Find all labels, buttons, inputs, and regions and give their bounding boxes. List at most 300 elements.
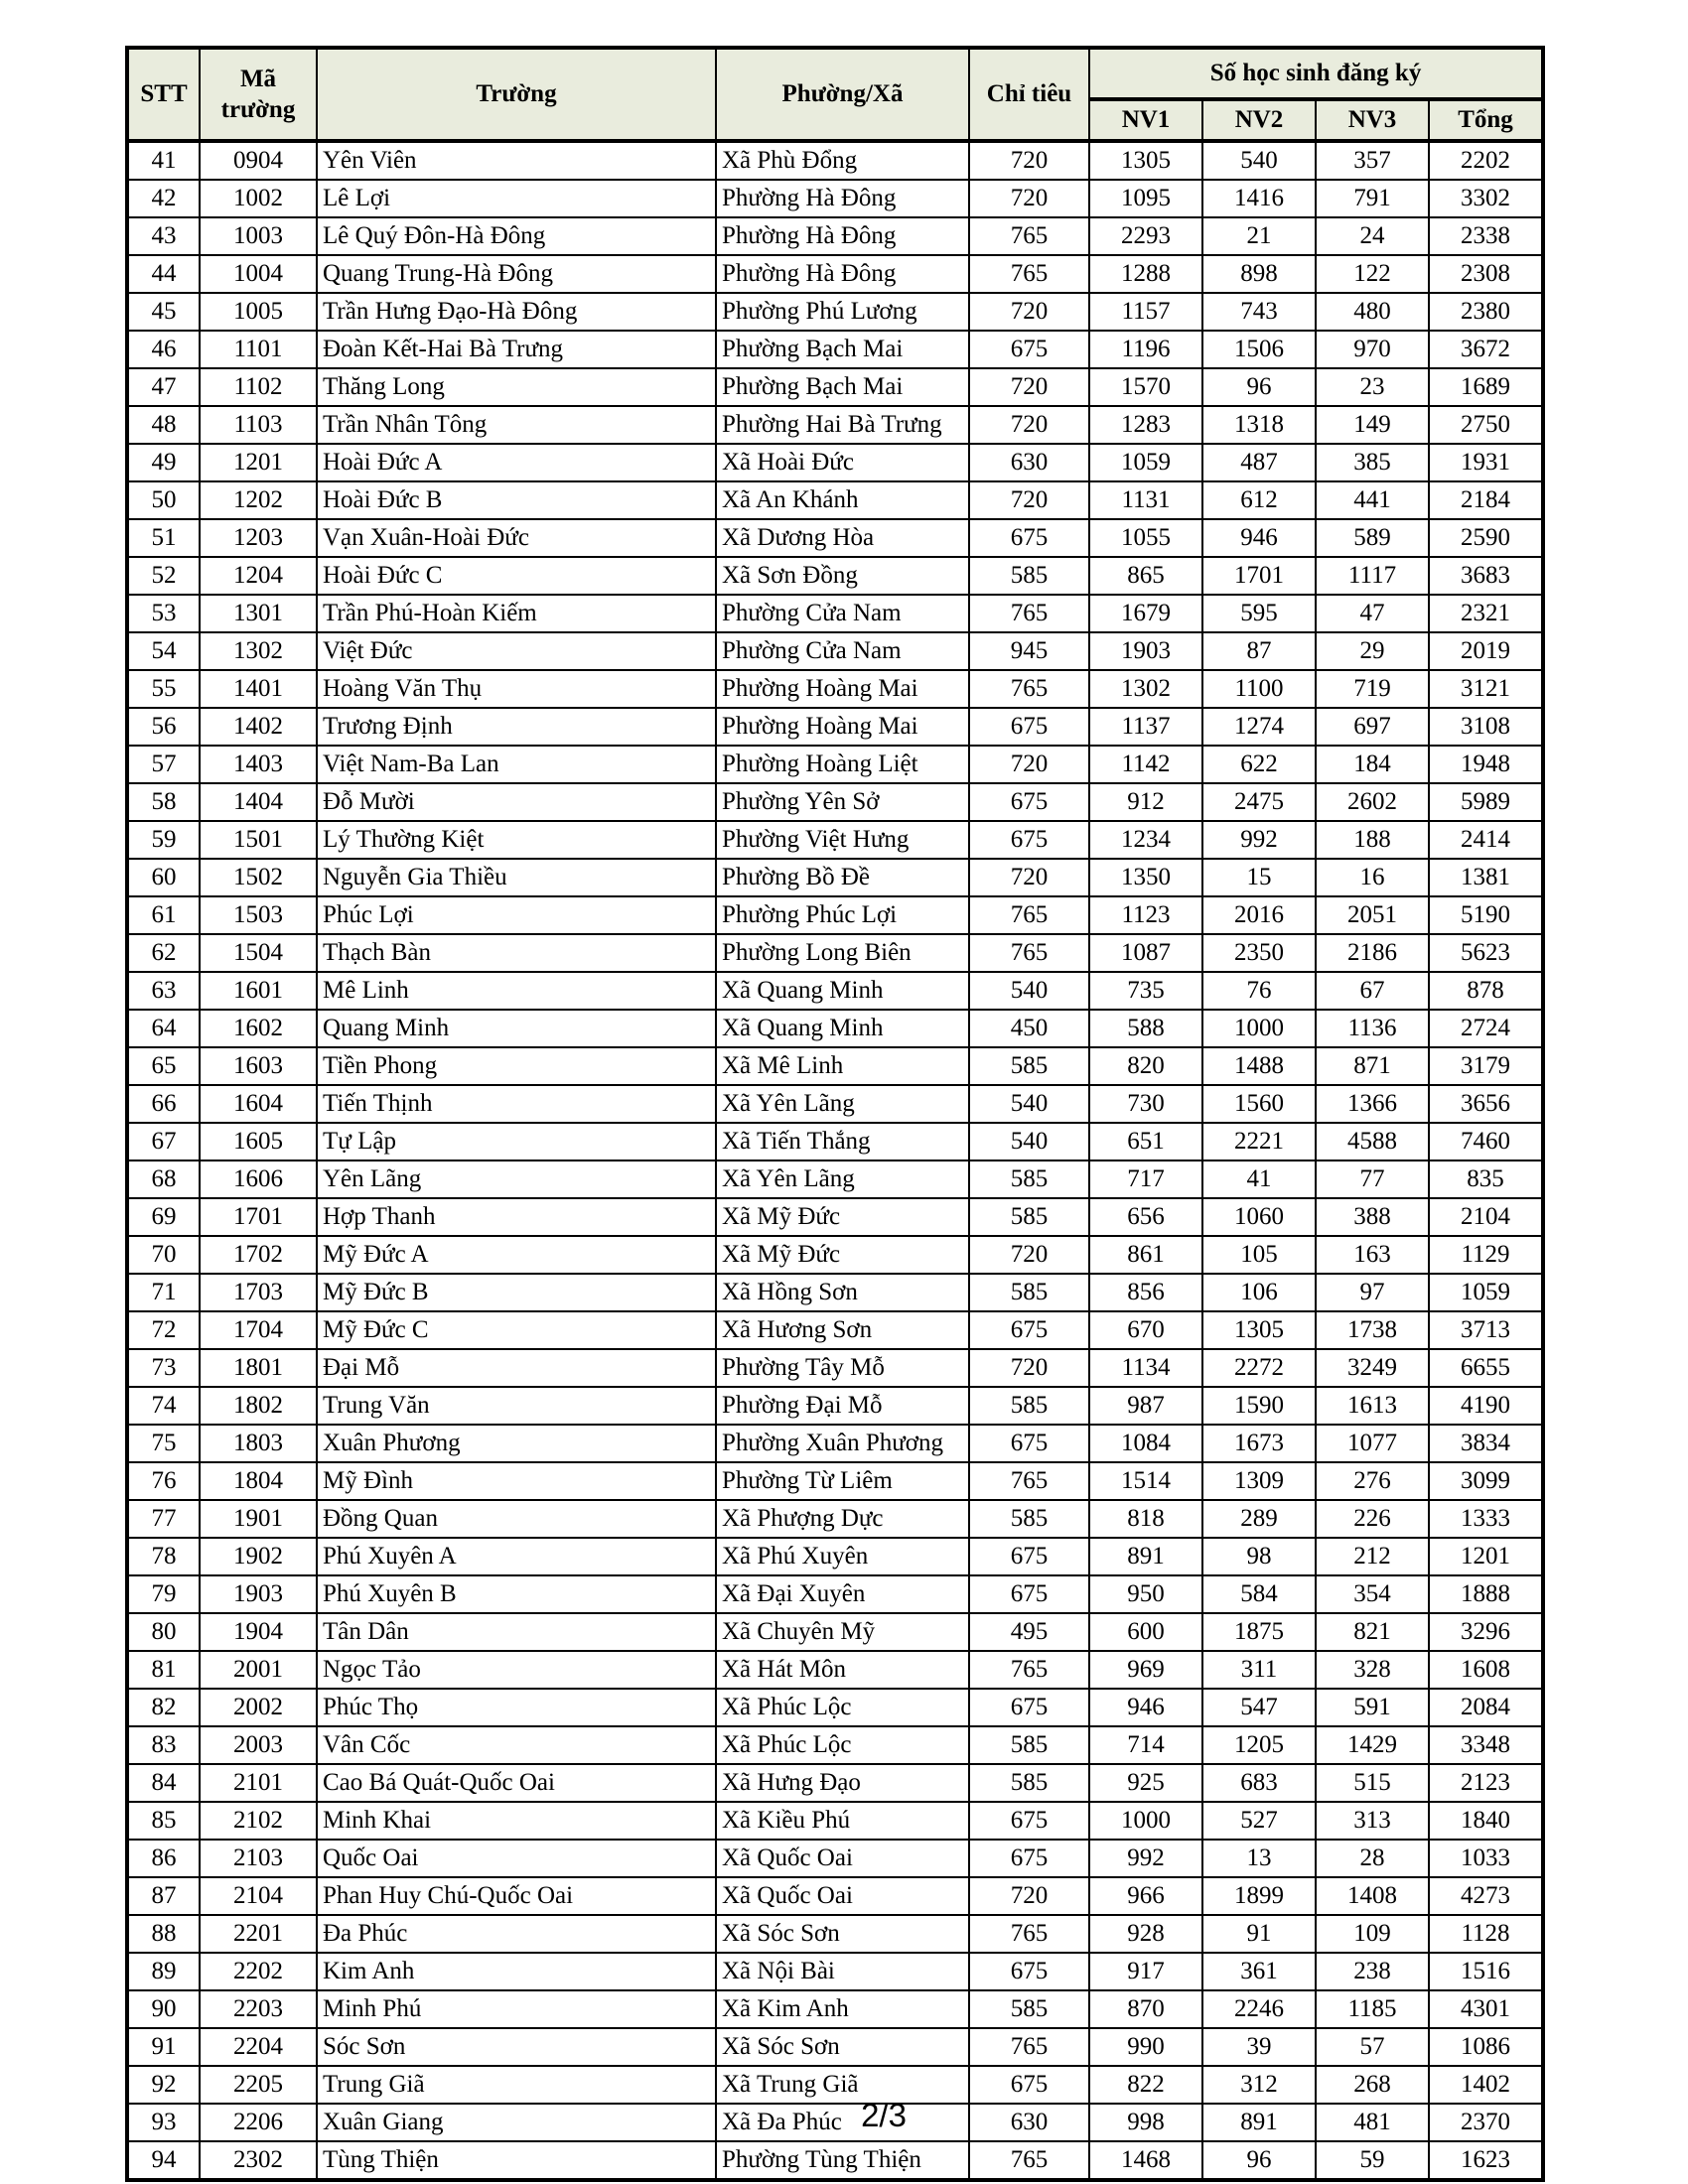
- cell-stt: 91: [127, 2028, 200, 2066]
- cell-nv1: 1468: [1089, 2141, 1202, 2180]
- cell-tong: 2184: [1429, 481, 1543, 519]
- cell-nv3: 16: [1316, 859, 1429, 896]
- cell-ma_truong: 0904: [200, 141, 317, 180]
- cell-tong: 3121: [1429, 670, 1543, 708]
- cell-ma_truong: 2202: [200, 1953, 317, 1990]
- cell-chi_tieu: 720: [969, 141, 1089, 180]
- cell-tong: 3656: [1429, 1085, 1543, 1123]
- cell-nv3: 1117: [1316, 557, 1429, 595]
- cell-ma_truong: 2102: [200, 1802, 317, 1840]
- cell-ma_truong: 2205: [200, 2066, 317, 2104]
- cell-tong: 835: [1429, 1160, 1543, 1198]
- cell-phuong_xa: Phường Đại Mỗ: [716, 1387, 969, 1425]
- cell-phuong_xa: Phường Hà Đông: [716, 255, 969, 293]
- table-row: [127, 1349, 1543, 1387]
- cell-stt: 50: [127, 481, 200, 519]
- cell-nv3: 122: [1316, 255, 1429, 293]
- table-row: [127, 1575, 1543, 1613]
- cell-tong: 1201: [1429, 1538, 1543, 1575]
- col-header-tong: Tổng: [1429, 99, 1543, 141]
- cell-phuong_xa: Xã Quang Minh: [716, 1010, 969, 1047]
- cell-truong: Mỹ Đức C: [317, 1311, 716, 1349]
- cell-ma_truong: 2002: [200, 1689, 317, 1726]
- cell-chi_tieu: 720: [969, 293, 1089, 331]
- cell-nv1: 588: [1089, 1010, 1202, 1047]
- cell-chi_tieu: 675: [969, 783, 1089, 821]
- cell-chi_tieu: 585: [969, 1764, 1089, 1802]
- cell-nv1: 714: [1089, 1726, 1202, 1764]
- cell-truong: Trần Hưng Đạo-Hà Đông: [317, 293, 716, 331]
- cell-nv1: 865: [1089, 557, 1202, 595]
- cell-tong: 3179: [1429, 1047, 1543, 1085]
- cell-truong: Phú Xuyên A: [317, 1538, 716, 1575]
- cell-ma_truong: 1403: [200, 746, 317, 783]
- table-row: [127, 783, 1543, 821]
- cell-truong: Mỹ Đình: [317, 1462, 716, 1500]
- cell-phuong_xa: Xã Yên Lãng: [716, 1160, 969, 1198]
- cell-stt: 56: [127, 708, 200, 746]
- col-header-nv3: NV3: [1316, 99, 1429, 141]
- cell-chi_tieu: 765: [969, 2141, 1089, 2180]
- cell-chi_tieu: 720: [969, 180, 1089, 217]
- cell-stt: 76: [127, 1462, 200, 1500]
- cell-nv3: 357: [1316, 141, 1429, 180]
- cell-phuong_xa: Xã Quang Minh: [716, 972, 969, 1010]
- cell-ma_truong: 1103: [200, 406, 317, 444]
- cell-stt: 65: [127, 1047, 200, 1085]
- cell-tong: 3348: [1429, 1726, 1543, 1764]
- cell-truong: Trần Phú-Hoàn Kiếm: [317, 595, 716, 632]
- table-row: [127, 972, 1543, 1010]
- cell-nv1: 820: [1089, 1047, 1202, 1085]
- cell-chi_tieu: 720: [969, 1877, 1089, 1915]
- cell-nv1: 600: [1089, 1613, 1202, 1651]
- cell-ma_truong: 2003: [200, 1726, 317, 1764]
- cell-stt: 43: [127, 217, 200, 255]
- cell-ma_truong: 1606: [200, 1160, 317, 1198]
- cell-nv3: 589: [1316, 519, 1429, 557]
- cell-tong: 1381: [1429, 859, 1543, 896]
- cell-chi_tieu: 675: [969, 1538, 1089, 1575]
- table-row: [127, 1047, 1543, 1085]
- cell-phuong_xa: Phường Phú Lương: [716, 293, 969, 331]
- cell-phuong_xa: Xã Hưng Đạo: [716, 1764, 969, 1802]
- cell-ma_truong: 1002: [200, 180, 317, 217]
- cell-nv2: 1560: [1202, 1085, 1316, 1123]
- cell-truong: Ngọc Tảo: [317, 1651, 716, 1689]
- cell-ma_truong: 1903: [200, 1575, 317, 1613]
- cell-nv3: 791: [1316, 180, 1429, 217]
- table-row: [127, 255, 1543, 293]
- cell-nv2: 91: [1202, 1915, 1316, 1953]
- cell-phuong_xa: Xã Yên Lãng: [716, 1085, 969, 1123]
- cell-truong: Đa Phúc: [317, 1915, 716, 1953]
- cell-tong: 3099: [1429, 1462, 1543, 1500]
- page-number: 2/3: [861, 2097, 907, 2133]
- cell-chi_tieu: 675: [969, 519, 1089, 557]
- cell-nv1: 1055: [1089, 519, 1202, 557]
- cell-ma_truong: 1704: [200, 1311, 317, 1349]
- cell-nv3: 67: [1316, 972, 1429, 1010]
- cell-tong: 1516: [1429, 1953, 1543, 1990]
- cell-tong: 6655: [1429, 1349, 1543, 1387]
- cell-truong: Hoàng Văn Thụ: [317, 670, 716, 708]
- cell-truong: Xuân Giang: [317, 2104, 716, 2141]
- cell-chi_tieu: 945: [969, 632, 1089, 670]
- cell-nv2: 76: [1202, 972, 1316, 1010]
- table-row: [127, 1764, 1543, 1802]
- cell-truong: Tân Dân: [317, 1613, 716, 1651]
- cell-truong: Lý Thường Kiệt: [317, 821, 716, 859]
- cell-nv1: 950: [1089, 1575, 1202, 1613]
- cell-ma_truong: 1302: [200, 632, 317, 670]
- cell-tong: 1059: [1429, 1274, 1543, 1311]
- cell-nv1: 1514: [1089, 1462, 1202, 1500]
- cell-chi_tieu: 675: [969, 708, 1089, 746]
- col-header-group-so-hoc-sinh-dang-ky: Số học sinh đăng ký: [1089, 48, 1543, 99]
- table-row: [127, 670, 1543, 708]
- cell-stt: 61: [127, 896, 200, 934]
- col-header-nv2: NV2: [1202, 99, 1316, 141]
- cell-phuong_xa: Phường Cửa Nam: [716, 595, 969, 632]
- cell-chi_tieu: 585: [969, 1047, 1089, 1085]
- cell-ma_truong: 1603: [200, 1047, 317, 1085]
- cell-tong: 7460: [1429, 1123, 1543, 1160]
- cell-phuong_xa: Xã Phúc Lộc: [716, 1726, 969, 1764]
- cell-nv2: 361: [1202, 1953, 1316, 1990]
- col-header-nv1: NV1: [1089, 99, 1202, 141]
- cell-phuong_xa: Xã Mỹ Đức: [716, 1236, 969, 1274]
- cell-nv2: 2246: [1202, 1990, 1316, 2028]
- cell-nv2: 15: [1202, 859, 1316, 896]
- cell-chi_tieu: 585: [969, 1160, 1089, 1198]
- cell-truong: Đoàn Kết-Hai Bà Trưng: [317, 331, 716, 368]
- cell-ma_truong: 1901: [200, 1500, 317, 1538]
- cell-phuong_xa: Phường Long Biên: [716, 934, 969, 972]
- cell-stt: 92: [127, 2066, 200, 2104]
- cell-nv3: 1136: [1316, 1010, 1429, 1047]
- cell-nv1: 1903: [1089, 632, 1202, 670]
- cell-chi_tieu: 765: [969, 255, 1089, 293]
- cell-nv1: 1137: [1089, 708, 1202, 746]
- cell-tong: 1948: [1429, 746, 1543, 783]
- cell-tong: 1128: [1429, 1915, 1543, 1953]
- cell-nv2: 1305: [1202, 1311, 1316, 1349]
- cell-truong: Thạch Bàn: [317, 934, 716, 972]
- cell-tong: 2084: [1429, 1689, 1543, 1726]
- cell-nv2: 898: [1202, 255, 1316, 293]
- cell-nv2: 1875: [1202, 1613, 1316, 1651]
- cell-phuong_xa: Xã Sơn Đồng: [716, 557, 969, 595]
- cell-truong: Phú Xuyên B: [317, 1575, 716, 1613]
- cell-nv3: 4588: [1316, 1123, 1429, 1160]
- cell-ma_truong: 1102: [200, 368, 317, 406]
- cell-stt: 79: [127, 1575, 200, 1613]
- cell-phuong_xa: Xã Quốc Oai: [716, 1877, 969, 1915]
- table-row: [127, 708, 1543, 746]
- cell-ma_truong: 2204: [200, 2028, 317, 2066]
- cell-nv3: 184: [1316, 746, 1429, 783]
- cell-truong: Hoài Đức A: [317, 444, 716, 481]
- cell-nv3: 97: [1316, 1274, 1429, 1311]
- table-row: [127, 1726, 1543, 1764]
- cell-nv2: 584: [1202, 1575, 1316, 1613]
- cell-nv3: 354: [1316, 1575, 1429, 1613]
- cell-truong: Nguyễn Gia Thiều: [317, 859, 716, 896]
- table-row: [127, 821, 1543, 859]
- table-row: [127, 2141, 1543, 2180]
- cell-chi_tieu: 765: [969, 896, 1089, 934]
- cell-nv2: 1416: [1202, 180, 1316, 217]
- cell-truong: Việt Đức: [317, 632, 716, 670]
- cell-ma_truong: 1201: [200, 444, 317, 481]
- cell-nv3: 238: [1316, 1953, 1429, 1990]
- cell-nv3: 276: [1316, 1462, 1429, 1500]
- cell-chi_tieu: 765: [969, 1915, 1089, 1953]
- cell-phuong_xa: Xã Kiều Phú: [716, 1802, 969, 1840]
- table-row: [127, 1500, 1543, 1538]
- table-row: [127, 595, 1543, 632]
- cell-nv2: 106: [1202, 1274, 1316, 1311]
- table-row: [127, 1311, 1543, 1349]
- cell-phuong_xa: Phường Tùng Thiện: [716, 2141, 969, 2180]
- cell-nv2: 891: [1202, 2104, 1316, 2141]
- cell-phuong_xa: Phường Bạch Mai: [716, 368, 969, 406]
- cell-nv2: 487: [1202, 444, 1316, 481]
- cell-stt: 81: [127, 1651, 200, 1689]
- cell-truong: Kim Anh: [317, 1953, 716, 1990]
- cell-nv1: 735: [1089, 972, 1202, 1010]
- cell-ma_truong: 1404: [200, 783, 317, 821]
- cell-ma_truong: 1604: [200, 1085, 317, 1123]
- cell-phuong_xa: Xã Dương Hòa: [716, 519, 969, 557]
- table-row: [127, 1651, 1543, 1689]
- cell-phuong_xa: Xã Chuyên Mỹ: [716, 1613, 969, 1651]
- cell-nv3: 313: [1316, 1802, 1429, 1840]
- cell-phuong_xa: Xã Sóc Sơn: [716, 1915, 969, 1953]
- cell-nv3: 163: [1316, 1236, 1429, 1274]
- cell-nv2: 96: [1202, 2141, 1316, 2180]
- cell-phuong_xa: Xã Tiến Thắng: [716, 1123, 969, 1160]
- cell-ma_truong: 1402: [200, 708, 317, 746]
- cell-stt: 60: [127, 859, 200, 896]
- cell-nv3: 59: [1316, 2141, 1429, 2180]
- cell-nv2: 311: [1202, 1651, 1316, 1689]
- table-row: [127, 1085, 1543, 1123]
- table-row: [127, 2066, 1543, 2104]
- cell-nv2: 1000: [1202, 1010, 1316, 1047]
- header-row-top: [127, 48, 1543, 99]
- table-row: [127, 934, 1543, 972]
- cell-nv3: 719: [1316, 670, 1429, 708]
- cell-ma_truong: 1605: [200, 1123, 317, 1160]
- cell-nv3: 1613: [1316, 1387, 1429, 1425]
- cell-tong: 1129: [1429, 1236, 1543, 1274]
- cell-stt: 59: [127, 821, 200, 859]
- table-row: [127, 632, 1543, 670]
- cell-ma_truong: 1502: [200, 859, 317, 896]
- cell-nv2: 2350: [1202, 934, 1316, 972]
- cell-chi_tieu: 585: [969, 1274, 1089, 1311]
- col-header-truong: Trường: [317, 48, 716, 141]
- cell-chi_tieu: 585: [969, 1726, 1089, 1764]
- cell-chi_tieu: 675: [969, 1840, 1089, 1877]
- cell-tong: 1840: [1429, 1802, 1543, 1840]
- cell-tong: 3713: [1429, 1311, 1543, 1349]
- cell-ma_truong: 1401: [200, 670, 317, 708]
- cell-phuong_xa: Phường Việt Hưng: [716, 821, 969, 859]
- cell-nv1: 928: [1089, 1915, 1202, 1953]
- cell-chi_tieu: 675: [969, 1311, 1089, 1349]
- cell-nv2: 612: [1202, 481, 1316, 519]
- cell-phuong_xa: Phường Cửa Nam: [716, 632, 969, 670]
- col-header-ma-truong: Mã trường: [200, 48, 317, 141]
- cell-ma_truong: 2302: [200, 2141, 317, 2180]
- cell-nv2: 1506: [1202, 331, 1316, 368]
- cell-chi_tieu: 720: [969, 746, 1089, 783]
- cell-nv3: 697: [1316, 708, 1429, 746]
- cell-tong: 2019: [1429, 632, 1543, 670]
- cell-truong: Quang Minh: [317, 1010, 716, 1047]
- cell-nv3: 970: [1316, 331, 1429, 368]
- cell-nv2: 1899: [1202, 1877, 1316, 1915]
- cell-truong: Yên Viên: [317, 141, 716, 180]
- cell-chi_tieu: 765: [969, 934, 1089, 972]
- table-row: [127, 1802, 1543, 1840]
- table-row: [127, 1462, 1543, 1500]
- cell-stt: 82: [127, 1689, 200, 1726]
- cell-tong: 1086: [1429, 2028, 1543, 2066]
- cell-nv2: 105: [1202, 1236, 1316, 1274]
- cell-nv1: 822: [1089, 2066, 1202, 2104]
- cell-tong: 2590: [1429, 519, 1543, 557]
- cell-truong: Đại Mỗ: [317, 1349, 716, 1387]
- cell-nv1: 2293: [1089, 217, 1202, 255]
- cell-stt: 62: [127, 934, 200, 972]
- cell-ma_truong: 1202: [200, 481, 317, 519]
- cell-phuong_xa: Xã Hồng Sơn: [716, 1274, 969, 1311]
- cell-nv3: 3249: [1316, 1349, 1429, 1387]
- cell-phuong_xa: Xã Nội Bài: [716, 1953, 969, 1990]
- cell-phuong_xa: Xã Kim Anh: [716, 1990, 969, 2028]
- cell-stt: 64: [127, 1010, 200, 1047]
- cell-chi_tieu: 585: [969, 557, 1089, 595]
- cell-ma_truong: 1504: [200, 934, 317, 972]
- cell-nv3: 29: [1316, 632, 1429, 670]
- cell-stt: 85: [127, 1802, 200, 1840]
- cell-truong: Trung Giã: [317, 2066, 716, 2104]
- cell-stt: 57: [127, 746, 200, 783]
- table-row: [127, 896, 1543, 934]
- cell-phuong_xa: Phường Hà Đông: [716, 217, 969, 255]
- cell-tong: 2123: [1429, 1764, 1543, 1802]
- table-row: [127, 1274, 1543, 1311]
- cell-nv3: 1185: [1316, 1990, 1429, 2028]
- cell-nv2: 1100: [1202, 670, 1316, 708]
- cell-chi_tieu: 585: [969, 1387, 1089, 1425]
- cell-nv1: 730: [1089, 1085, 1202, 1123]
- cell-nv1: 1283: [1089, 406, 1202, 444]
- cell-nv1: 1095: [1089, 180, 1202, 217]
- cell-phuong_xa: Phường Hà Đông: [716, 180, 969, 217]
- cell-truong: Tự Lập: [317, 1123, 716, 1160]
- cell-nv2: 96: [1202, 368, 1316, 406]
- cell-chi_tieu: 765: [969, 670, 1089, 708]
- cell-tong: 3302: [1429, 180, 1543, 217]
- cell-stt: 69: [127, 1198, 200, 1236]
- cell-stt: 88: [127, 1915, 200, 1953]
- cell-chi_tieu: 765: [969, 595, 1089, 632]
- cell-truong: Trương Định: [317, 708, 716, 746]
- cell-truong: Vân Cốc: [317, 1726, 716, 1764]
- cell-stt: 86: [127, 1840, 200, 1877]
- cell-tong: 1033: [1429, 1840, 1543, 1877]
- cell-ma_truong: 1501: [200, 821, 317, 859]
- cell-nv1: 861: [1089, 1236, 1202, 1274]
- cell-nv2: 527: [1202, 1802, 1316, 1840]
- cell-nv1: 969: [1089, 1651, 1202, 1689]
- cell-ma_truong: 1904: [200, 1613, 317, 1651]
- cell-nv2: 87: [1202, 632, 1316, 670]
- cell-chi_tieu: 675: [969, 1575, 1089, 1613]
- cell-chi_tieu: 675: [969, 1953, 1089, 1990]
- cell-truong: Đồng Quan: [317, 1500, 716, 1538]
- cell-phuong_xa: Xã Trung Giã: [716, 2066, 969, 2104]
- cell-nv3: 328: [1316, 1651, 1429, 1689]
- cell-tong: 4301: [1429, 1990, 1543, 2028]
- cell-nv1: 651: [1089, 1123, 1202, 1160]
- cell-nv3: 24: [1316, 217, 1429, 255]
- cell-tong: 3834: [1429, 1425, 1543, 1462]
- cell-phuong_xa: Phường Tây Mỗ: [716, 1349, 969, 1387]
- cell-stt: 47: [127, 368, 200, 406]
- cell-phuong_xa: Xã Hoài Đức: [716, 444, 969, 481]
- cell-nv1: 1123: [1089, 896, 1202, 934]
- cell-stt: 74: [127, 1387, 200, 1425]
- cell-tong: 1333: [1429, 1500, 1543, 1538]
- cell-stt: 89: [127, 1953, 200, 1990]
- cell-nv1: 946: [1089, 1689, 1202, 1726]
- cell-nv3: 109: [1316, 1915, 1429, 1953]
- cell-chi_tieu: 675: [969, 821, 1089, 859]
- cell-nv1: 990: [1089, 2028, 1202, 2066]
- cell-ma_truong: 2001: [200, 1651, 317, 1689]
- cell-ma_truong: 1004: [200, 255, 317, 293]
- cell-truong: Hoài Đức C: [317, 557, 716, 595]
- registration-table: [125, 46, 1545, 2182]
- table-row: [127, 519, 1543, 557]
- cell-stt: 80: [127, 1613, 200, 1651]
- cell-tong: 3683: [1429, 557, 1543, 595]
- cell-truong: Cao Bá Quát-Quốc Oai: [317, 1764, 716, 1802]
- cell-tong: 878: [1429, 972, 1543, 1010]
- cell-nv1: 1142: [1089, 746, 1202, 783]
- cell-stt: 52: [127, 557, 200, 595]
- cell-nv3: 480: [1316, 293, 1429, 331]
- cell-truong: Yên Lãng: [317, 1160, 716, 1198]
- table-row: [127, 2104, 1543, 2141]
- cell-tong: 1689: [1429, 368, 1543, 406]
- cell-phuong_xa: Xã Quốc Oai: [716, 1840, 969, 1877]
- cell-nv3: 1077: [1316, 1425, 1429, 1462]
- cell-tong: 5989: [1429, 783, 1543, 821]
- cell-stt: 49: [127, 444, 200, 481]
- cell-nv1: 1302: [1089, 670, 1202, 708]
- cell-nv2: 1205: [1202, 1726, 1316, 1764]
- table-row: [127, 1236, 1543, 1274]
- cell-stt: 75: [127, 1425, 200, 1462]
- cell-chi_tieu: 585: [969, 1500, 1089, 1538]
